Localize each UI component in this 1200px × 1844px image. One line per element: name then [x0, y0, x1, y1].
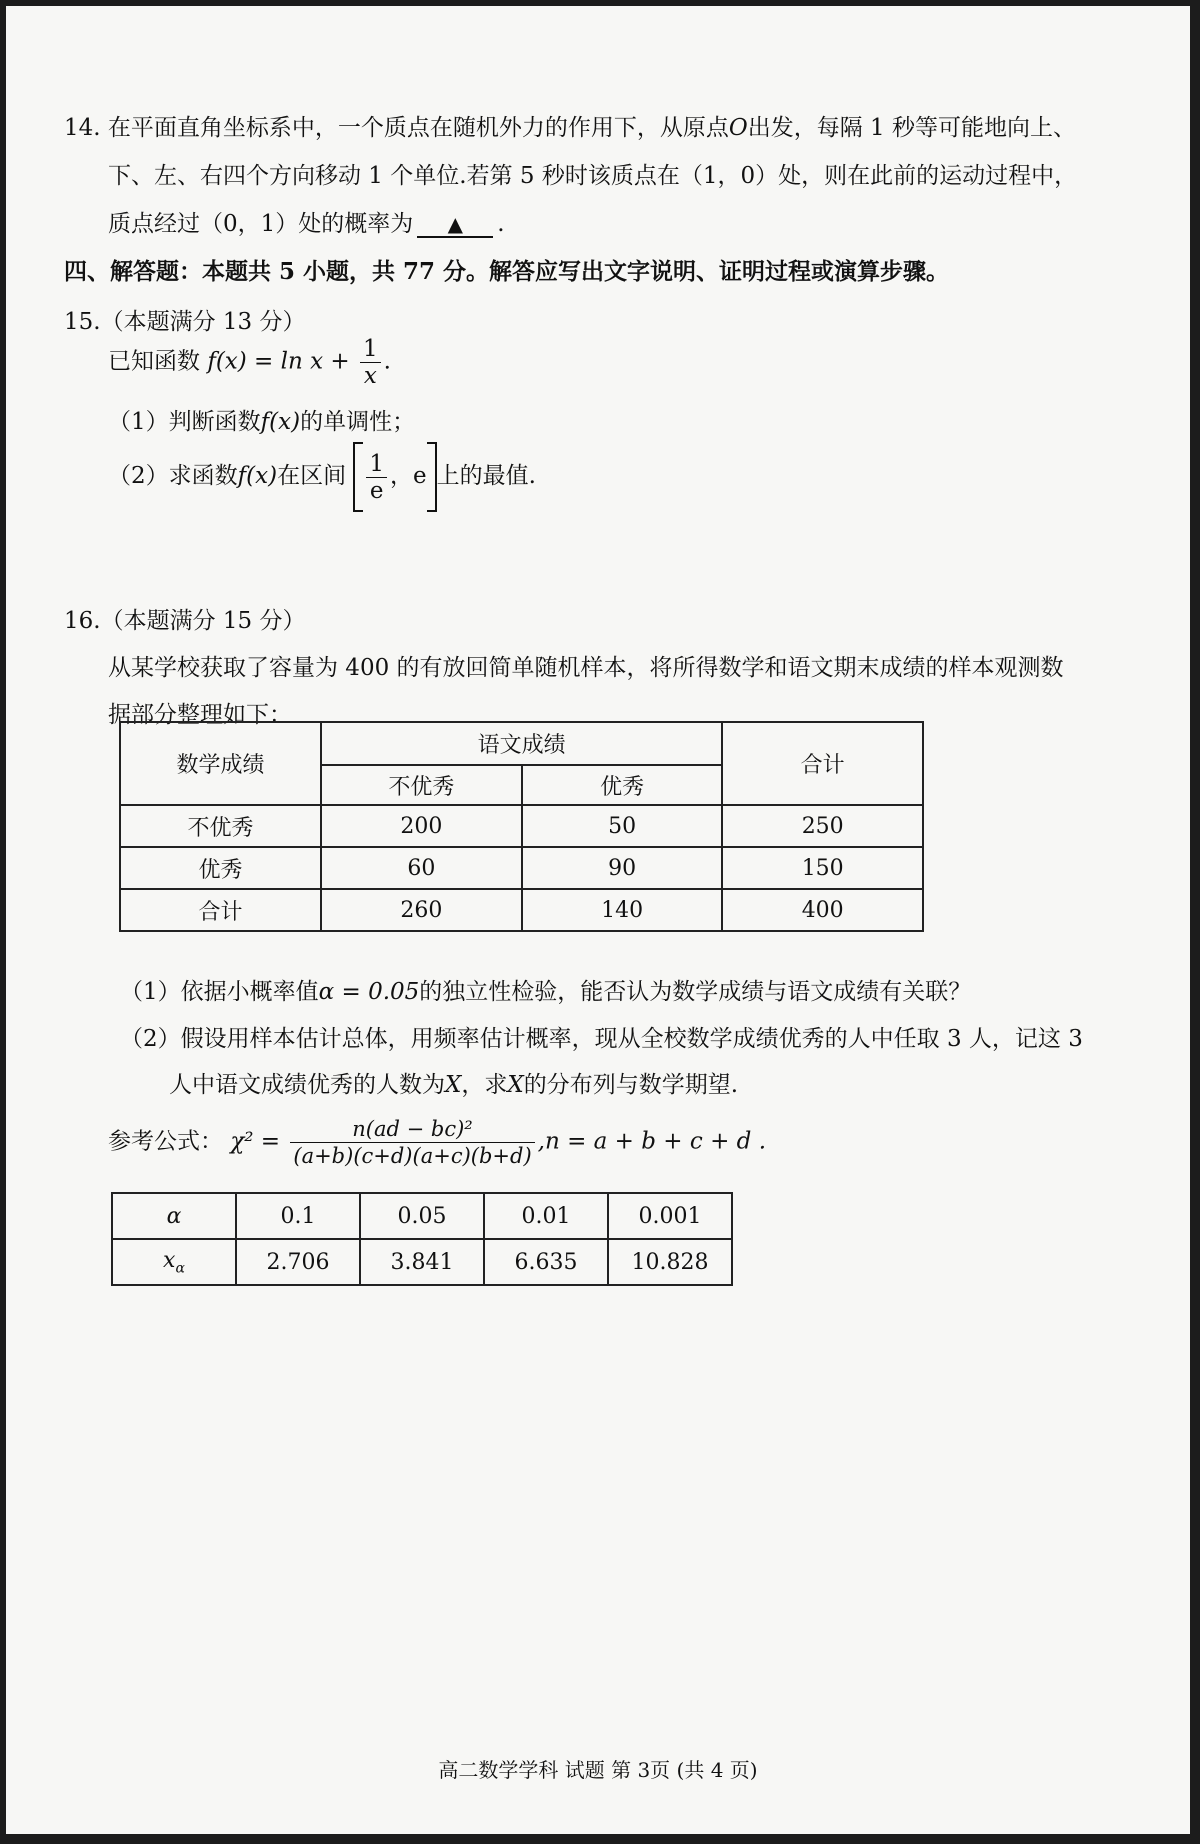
- interval-numerator: 1: [366, 451, 387, 478]
- q14-text-c: 质点经过（0，1）处的概率为: [108, 211, 414, 237]
- table-cell: 260: [321, 889, 522, 931]
- q15-part2-suffix: 上的最值.: [436, 463, 536, 489]
- table-cell: 2.706: [236, 1239, 360, 1285]
- table-cell: 不优秀: [120, 805, 321, 847]
- formula-lhs: χ² =: [230, 1128, 281, 1155]
- q15-part2-prefix: （2）求函数: [108, 463, 238, 489]
- q14-text-a: 14. 在平面直角坐标系中，一个质点在随机外力的作用下，从原点: [64, 115, 729, 141]
- random-variable: X: [507, 1072, 524, 1098]
- origin-variable: O: [728, 115, 748, 141]
- table-cell: 优秀: [120, 847, 321, 889]
- formula-label: 参考公式：: [108, 1128, 223, 1155]
- q16-part1-suffix: 的独立性检验，能否认为数学成绩与语文成绩有关联？: [419, 979, 972, 1005]
- interval-separator: ，: [390, 463, 414, 489]
- table-cell: 250: [722, 805, 923, 847]
- q16-part2-c: 的分布列与数学期望.: [523, 1072, 739, 1098]
- fraction-numerator: 1: [360, 336, 381, 363]
- q15-part1-func: f(x): [260, 409, 301, 435]
- table-row: [120, 889, 923, 931]
- table-cell: 10.828: [608, 1239, 732, 1285]
- right-bracket-icon: [427, 442, 437, 512]
- table-cell: 0.01: [484, 1193, 608, 1239]
- q16-header: 16.（本题满分 15 分）: [64, 608, 306, 634]
- contingency-table: [119, 721, 924, 932]
- table-cell: 150: [722, 847, 923, 889]
- formula-denominator: (a+b)(c+d)(a+c)(b+d): [293, 1144, 532, 1168]
- critical-value-table: [111, 1192, 733, 1286]
- table-row: [112, 1193, 732, 1239]
- q16-intro-line2: 据部分整理如下：: [108, 702, 292, 728]
- q15-part2-func: f(x): [237, 463, 278, 489]
- table-cell: 200: [321, 805, 522, 847]
- q16-part2-line1: （2）假设用样本估计总体，用频率估计概率，现从全校数学成绩优秀的人中任取 3 人，记这 3: [120, 1026, 1083, 1052]
- col-excellent: 优秀: [522, 765, 723, 805]
- col-not-excellent: 不优秀: [321, 765, 522, 805]
- q15-part1-suffix: 的单调性；: [300, 409, 416, 435]
- table-row: [120, 805, 923, 847]
- row-header-cell: 数学成绩: [120, 722, 321, 805]
- chi-square-fraction: [290, 1116, 534, 1169]
- column-group-cell: 语文成绩: [321, 722, 722, 765]
- q16-part2-b: ，求: [461, 1072, 508, 1098]
- q14-period: .: [497, 211, 505, 237]
- q15-part2-mid: 在区间: [277, 463, 347, 489]
- table-cell: 0.05: [360, 1193, 484, 1239]
- fraction-one-over-e: [366, 451, 387, 504]
- x-subscript: α: [175, 1260, 185, 1277]
- table-cell: 合计: [120, 889, 321, 931]
- table-row: [120, 847, 923, 889]
- x-alpha-header: [112, 1239, 236, 1285]
- random-variable: X: [445, 1072, 462, 1098]
- formula-tail: ,n = a + b + c + d .: [537, 1128, 767, 1155]
- q16-part1: [120, 977, 971, 1007]
- q14-line2: 下、左、右四个方向移动 1 个单位.若第 5 秒时该质点在（1，0）处，则在此前的运动过程中，: [108, 163, 1078, 189]
- q15-header: 15.（本题满分 13 分）: [64, 309, 306, 335]
- q15-given: [108, 336, 391, 389]
- interval-denominator: e: [369, 477, 384, 504]
- table-cell: 0.001: [608, 1193, 732, 1239]
- reference-formula: [108, 1116, 766, 1169]
- q16-intro-line1: 从某学校获取了容量为 400 的有放回简单随机样本，将所得数学和语文期末成绩的样本观测数: [108, 655, 1064, 681]
- alpha-header: α: [112, 1193, 236, 1239]
- q16-part2-a: 人中语文成绩优秀的人数为: [169, 1072, 445, 1098]
- table-cell: 400: [722, 889, 923, 931]
- table-cell: 3.841: [360, 1239, 484, 1285]
- section-heading: 四、解答题：本题共 5 小题，共 77 分。解答应写出文字说明、证明过程或演算步骤。: [64, 258, 950, 285]
- total-header-cell: 合计: [722, 722, 923, 805]
- answer-blank: ▲: [417, 212, 493, 238]
- table-cell: 50: [522, 805, 723, 847]
- q14-line3: [108, 209, 505, 239]
- function-expression: f(x) = ln x +: [207, 348, 350, 375]
- page-footer: 高二数学学科 试题 第 3页 (共 4 页): [438, 1758, 758, 1782]
- x-label: x: [163, 1247, 176, 1273]
- table-cell: 140: [522, 889, 723, 931]
- table-cell: 60: [321, 847, 522, 889]
- q14-text-b: 出发，每隔 1 秒等可能地向上、: [747, 115, 1077, 141]
- interval-upper: e: [413, 463, 427, 489]
- fraction-denominator: x: [363, 363, 377, 389]
- fraction-one-over-x: [360, 336, 381, 389]
- table-cell: 90: [522, 847, 723, 889]
- q14-line1: [64, 113, 1076, 143]
- table-cell: 0.1: [236, 1193, 360, 1239]
- q15-part1-prefix: （1）判断函数: [108, 409, 261, 435]
- table-row: [112, 1239, 732, 1285]
- q15-part1: [108, 407, 415, 437]
- exam-page: [6, 6, 1190, 1834]
- q16-part1-prefix: （1）依据小概率值: [120, 979, 319, 1005]
- q15-period: .: [383, 348, 391, 375]
- left-bracket-icon: [353, 442, 363, 512]
- q15-given-prefix: 已知函数: [108, 348, 200, 375]
- q16-part2-line2: [169, 1070, 738, 1100]
- formula-numerator: n(ad − bc)²: [290, 1116, 534, 1143]
- q15-part2: [108, 442, 536, 512]
- table-cell: 6.635: [484, 1239, 608, 1285]
- alpha-value: α = 0.05: [318, 979, 420, 1005]
